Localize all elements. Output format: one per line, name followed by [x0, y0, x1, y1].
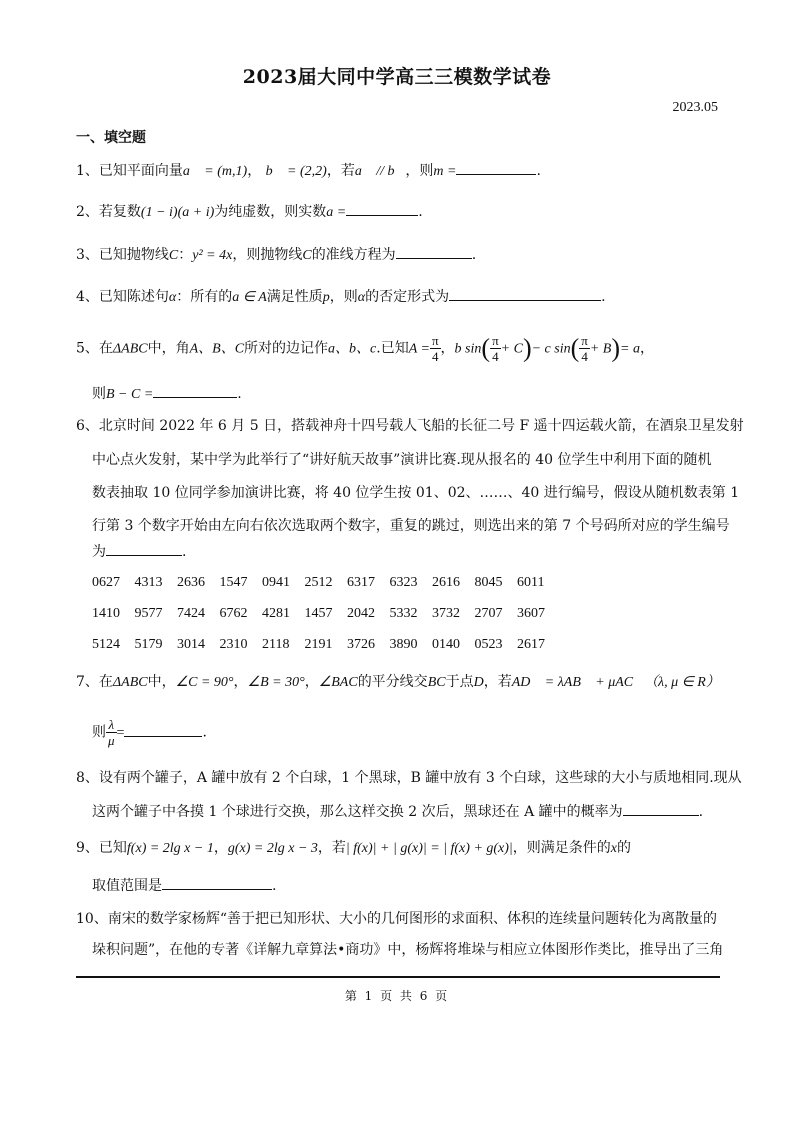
punctuation: .	[182, 544, 187, 560]
fraction-pi-over-4	[430, 333, 441, 364]
math-expression: | f(x)| + | g(x)| = | f(x) + g(x)|	[345, 841, 513, 856]
table-cell: 5179	[134, 637, 163, 652]
question-8	[76, 768, 742, 788]
question-text: 的	[617, 840, 631, 856]
question-text: 已知平面向量	[98, 163, 183, 179]
table-cell: 2707	[474, 606, 503, 621]
question-text: 已知抛物线	[98, 247, 169, 263]
question-text: 满足性质	[266, 289, 323, 305]
math-expression: AD⃗ = λAB⃗ + μAC⃗	[511, 675, 645, 690]
math-expression: y² = 4x	[192, 248, 233, 263]
question-text: ，则抛物线	[232, 247, 303, 263]
table-cell: 6011	[517, 575, 545, 590]
table-cell: 0941	[262, 575, 290, 590]
table-cell: 1410	[92, 606, 120, 621]
math-expression: = a	[620, 341, 640, 357]
punctuation: ，	[304, 674, 319, 690]
punctuation: .	[237, 386, 242, 402]
question-text: 中，	[147, 674, 176, 690]
question-6-line-2: 中心点火发射，某中学为此举行了“讲好航天故事”演讲比赛.现从报名的 40 位学生中利用下面的随机	[92, 452, 712, 468]
question-6-line-5	[92, 541, 186, 562]
question-text: ：所有的	[176, 289, 233, 305]
table-cell: 1457	[304, 606, 333, 621]
fraction-denominator: 4	[492, 349, 499, 364]
punctuation: ，	[233, 674, 248, 690]
table-cell: 2118	[262, 637, 290, 652]
math-expression: x	[610, 841, 617, 856]
punctuation: .	[418, 204, 423, 220]
question-2	[76, 201, 423, 223]
fraction-numerator: π	[492, 333, 499, 348]
math-expression: D	[473, 675, 484, 690]
left-paren: (	[481, 333, 491, 363]
table-cell: 2310	[219, 637, 248, 652]
math-expression: ∠C = 90°	[175, 675, 234, 690]
answer-blank[interactable]	[396, 244, 472, 259]
table-cell: 2512	[304, 575, 333, 590]
table-cell: 5124	[92, 637, 120, 652]
page-title: 2023届大同中学高三三模数学试卷	[242, 66, 552, 88]
math-expression: a、b、c	[328, 341, 377, 357]
punctuation: .	[601, 289, 606, 305]
math-expression: A、B、C	[189, 341, 245, 357]
question-text: 这两个罐子中各摸 1 个球进行交换，那么这样交换 2 次后，黑球还在 A 罐中的概率为	[92, 804, 623, 820]
question-text: ，若	[326, 163, 355, 179]
math-expression: a =	[326, 205, 347, 220]
question-text: ，若	[317, 840, 346, 856]
question-1	[76, 160, 541, 182]
table-cell: 0523	[474, 637, 503, 652]
random-number-row-3	[92, 637, 560, 653]
table-cell: 0627	[92, 575, 120, 590]
question-text: 在	[98, 674, 113, 690]
fraction-denominator: 4	[581, 349, 588, 364]
random-number-row-2	[92, 606, 560, 622]
math-expression: a⃗ = (m,1)	[182, 164, 248, 179]
table-cell: 8045	[474, 575, 503, 590]
table-cell: 2636	[177, 575, 205, 590]
exam-date: 2023.05	[672, 100, 718, 115]
math-expression: − c sin	[531, 341, 571, 357]
question-5	[76, 333, 654, 365]
question-number: 4、	[76, 289, 99, 305]
question-text: ，则	[405, 163, 434, 179]
math-expression: ∠BAC	[318, 675, 358, 690]
question-text: ，若	[483, 674, 512, 690]
punctuation: ，	[247, 163, 262, 179]
question-number: 5、	[76, 340, 99, 357]
table-cell: 6762	[219, 606, 248, 621]
punctuation: .	[536, 163, 541, 179]
math-expression: ΔABC	[112, 675, 148, 690]
left-paren: (	[570, 333, 580, 363]
table-cell: 3726	[347, 637, 375, 652]
fraction-numerator: λ	[106, 717, 117, 733]
math-expression: （λ, μ ∈ R）	[644, 675, 720, 690]
question-text: 的平分线交	[357, 674, 428, 690]
question-number: 9、	[76, 840, 99, 856]
answer-blank[interactable]	[106, 541, 182, 556]
fraction-pi-over-4	[579, 333, 590, 364]
question-text: 则	[92, 724, 106, 741]
question-text: 已知	[98, 840, 127, 856]
fraction-pi-over-4	[490, 333, 501, 364]
answer-blank[interactable]	[456, 160, 536, 175]
fraction-denominator: 4	[432, 349, 439, 364]
math-expression: ∠B = 30°	[247, 675, 305, 690]
question-number: 7、	[76, 674, 99, 690]
question-text: 南宋的数学家杨辉“善于把已知形状、大小的几何图形的求面积、体积的连续量问题转化为离散量的	[107, 911, 717, 927]
table-cell: 5332	[389, 606, 418, 621]
question-6	[76, 416, 744, 436]
table-cell: 2616	[432, 575, 460, 590]
question-10-line-2: 垛积问题”，在他的专著《详解九章算法•商功》中，杨辉将堆垛与相应立体图形作类比，推导出了三角	[92, 942, 724, 958]
punctuation: ，	[213, 840, 228, 856]
question-text: 设有两个罐子，A 罐中放有 2 个白球，1 个黑球，B 罐中放有 3 个白球，这些球的大小与质地相同.现从	[98, 770, 742, 786]
punctuation: .	[202, 724, 207, 741]
punctuation: .	[272, 878, 277, 894]
section-heading: 一、填空题	[76, 130, 146, 146]
question-text: 为纯虚数，则实数	[214, 204, 327, 220]
question-number: 3、	[76, 247, 99, 263]
fraction-denominator: μ	[108, 733, 115, 748]
math-expression: a⃗ // b⃗	[354, 164, 406, 179]
table-cell: 7424	[177, 606, 205, 621]
answer-blank[interactable]	[623, 801, 699, 816]
question-text: 在	[98, 340, 113, 357]
question-8-line-2	[92, 801, 703, 822]
question-text: .已知	[376, 340, 409, 357]
question-text: ，则	[329, 289, 358, 305]
math-expression: BC	[427, 675, 446, 690]
right-paren: )	[522, 333, 532, 363]
math-expression: α	[168, 290, 177, 305]
math-expression: A =	[408, 341, 430, 357]
page-footer: 第 1 页 共 6 页	[344, 989, 450, 1003]
math-expression: (1 − i)(a + i)	[140, 205, 215, 220]
question-text: 则	[92, 386, 106, 402]
table-cell: 3014	[177, 637, 205, 652]
table-cell: 4313	[134, 575, 163, 590]
question-text: 所对的边记作	[244, 340, 329, 357]
question-text: 的否定形式为	[365, 289, 450, 305]
right-paren: )	[611, 333, 621, 363]
question-text: 的准线方程为	[311, 247, 396, 263]
question-7	[76, 672, 720, 693]
math-expression: f(x) = 2lg x − 1	[126, 841, 214, 856]
table-cell: 3890	[389, 637, 418, 652]
question-number: 6、	[76, 418, 99, 434]
table-cell: 1547	[219, 575, 248, 590]
math-expression: C	[302, 248, 312, 263]
table-cell: 3732	[432, 606, 460, 621]
question-text: 为	[92, 544, 106, 560]
table-cell: 2617	[517, 637, 545, 652]
fraction-numerator: π	[431, 333, 439, 348]
question-text: ：	[178, 247, 193, 263]
math-expression: + B	[589, 341, 612, 357]
table-cell: 9577	[134, 606, 163, 621]
answer-blank[interactable]	[346, 201, 418, 216]
math-expression: b sin	[454, 341, 482, 357]
question-9-line-2	[92, 875, 276, 896]
question-text: 若复数	[98, 204, 141, 220]
question-number: 1、	[76, 163, 99, 179]
table-cell: 0140	[432, 637, 460, 652]
fraction-numerator: π	[581, 333, 588, 348]
question-text: 已知陈述句	[98, 289, 169, 305]
table-cell: 3607	[517, 606, 545, 621]
punctuation: ，	[440, 340, 455, 357]
fraction-lambda-over-mu	[106, 717, 117, 748]
answer-blank[interactable]	[153, 383, 237, 398]
question-5-line-2	[92, 383, 242, 405]
table-cell: 6317	[347, 575, 375, 590]
math-expression: g(x) = 2lg x − 3	[227, 841, 318, 856]
answer-blank[interactable]	[449, 286, 601, 301]
table-cell: 4281	[262, 606, 290, 621]
table-cell: 2042	[347, 606, 375, 621]
math-expression: a ∈ A	[232, 290, 267, 305]
table-cell: 6323	[389, 575, 418, 590]
question-text: 于点	[445, 674, 474, 690]
question-6-line-4: 行第 3 个数字开始由左向右依次选取两个数字，重复的跳过，则选出来的第 7 个号码所对应的学生编号	[92, 518, 730, 534]
answer-blank[interactable]	[124, 722, 202, 737]
math-expression: B − C =	[106, 387, 154, 402]
question-7-line-2	[92, 717, 207, 749]
question-number: 10、	[76, 911, 108, 927]
math-expression: b⃗ = (2,2)	[265, 164, 327, 179]
table-cell: 2191	[304, 637, 333, 652]
question-6-line-3: 数表抽取 10 位同学参加演讲比赛，将 40 位学生按 01、02、……、40 进行编号，假设从随机数表第 1	[92, 485, 740, 501]
question-text: ，则满足条件的	[512, 840, 611, 856]
question-number: 8、	[76, 770, 99, 786]
answer-blank[interactable]	[162, 875, 272, 890]
question-number: 2、	[76, 204, 99, 220]
random-number-row-1	[92, 575, 560, 591]
math-expression: α	[357, 290, 366, 305]
math-expression: C	[168, 248, 179, 263]
question-text: 取值范围是	[92, 878, 162, 894]
question-text: 北京时间 2022 年 6 月 5 日，搭载神舟十四号载人飞船的长征二号 F 遥十四运载火箭，在酒泉卫星发射	[98, 418, 744, 434]
question-text: 中，角	[147, 340, 190, 357]
question-3	[76, 244, 476, 266]
math-expression: + C	[500, 341, 523, 357]
math-expression: m =	[433, 164, 457, 179]
math-expression: p	[322, 290, 330, 305]
punctuation: ，	[639, 340, 654, 357]
math-expression: =	[116, 725, 125, 741]
question-10	[76, 909, 717, 929]
punctuation: .	[698, 804, 704, 820]
punctuation: .	[471, 247, 477, 263]
footer-divider	[76, 976, 720, 978]
math-expression: ΔABC	[112, 341, 148, 357]
question-4	[76, 286, 606, 308]
question-9	[76, 838, 631, 859]
